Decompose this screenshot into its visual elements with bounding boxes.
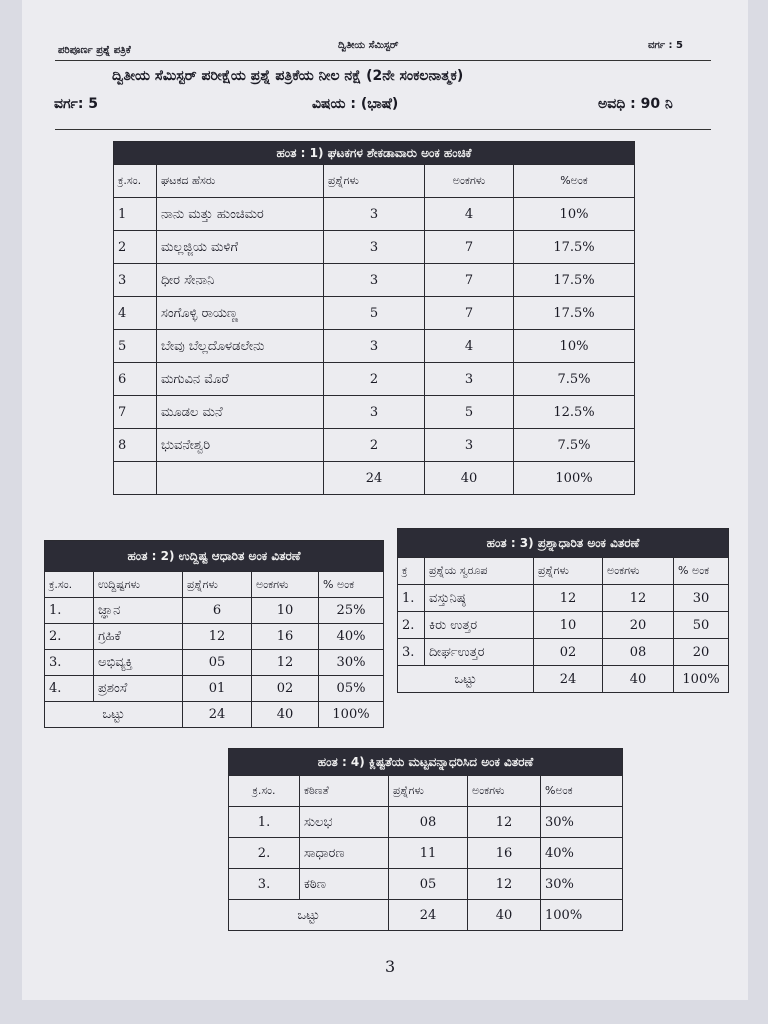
total-marks: 40 bbox=[603, 666, 674, 693]
table-cell: 10% bbox=[514, 198, 635, 231]
table-cell: 25% bbox=[319, 598, 384, 624]
table-cell: 30% bbox=[541, 869, 623, 900]
table-cell: 7 bbox=[425, 231, 514, 264]
total-questions: 24 bbox=[534, 666, 603, 693]
unit-marks-table bbox=[113, 141, 635, 495]
duration-label: ಅವಧಿ : 90 ನಿ bbox=[598, 96, 673, 112]
difficulty-marks-table bbox=[228, 748, 623, 931]
table-cell: 05 bbox=[183, 650, 252, 676]
column-header: ಪ್ರಶ್ನೆಗಳು bbox=[534, 558, 603, 585]
table-cell: 10 bbox=[534, 612, 603, 639]
total-questions: 24 bbox=[183, 702, 252, 728]
table-cell: 12 bbox=[534, 585, 603, 612]
header-divider bbox=[55, 60, 711, 61]
table-cell: ಪ್ರಶಂಸೆ bbox=[94, 676, 183, 702]
column-header: ಅಂಕಗಳು bbox=[603, 558, 674, 585]
table-cell: 4. bbox=[45, 676, 94, 702]
table-cell: 20 bbox=[674, 639, 729, 666]
table-row bbox=[45, 650, 384, 676]
table-title: ಹಂತ : 4) ಕ್ಲಿಷ್ಟತೆಯ ಮಟ್ಟವನ್ನಾಧರಿಸಿದ ಅಂಕ ವಿತರಣೆ bbox=[229, 749, 623, 776]
table-cell: 7 bbox=[425, 297, 514, 330]
total-marks: 40 bbox=[252, 702, 319, 728]
table-cell: 16 bbox=[468, 838, 541, 869]
table-cell: 3 bbox=[425, 363, 514, 396]
table-cell: ಮೂಡಲ ಮನೆ bbox=[157, 396, 324, 429]
total-label: ಒಟ್ಟು bbox=[45, 702, 183, 728]
table-cell: 4 bbox=[425, 330, 514, 363]
table-cell: 40% bbox=[541, 838, 623, 869]
table-cell: ಧೀರ ಸೇನಾನಿ bbox=[157, 264, 324, 297]
total-label: ಒಟ್ಟು bbox=[229, 900, 389, 931]
table-cell: 2. bbox=[229, 838, 300, 869]
table-row bbox=[114, 297, 635, 330]
table-cell: 3. bbox=[398, 639, 425, 666]
table-cell: 2 bbox=[324, 363, 425, 396]
grade-label: ವರ್ಗ: 5 bbox=[54, 96, 99, 112]
total-percent: 100% bbox=[541, 900, 623, 931]
table-cell: 8 bbox=[114, 429, 157, 462]
table-cell: 4 bbox=[114, 297, 157, 330]
table-row bbox=[229, 807, 623, 838]
table-row bbox=[45, 676, 384, 702]
subject-label: ವಿಷಯ : (ಭಾಷೆ) bbox=[312, 96, 399, 112]
table-cell: 2 bbox=[324, 429, 425, 462]
info-divider bbox=[55, 129, 711, 130]
column-header: ಕಠಿಣತೆ bbox=[300, 776, 389, 807]
table-cell: ಭುವನೇಶ್ವರಿ bbox=[157, 429, 324, 462]
table-row bbox=[114, 330, 635, 363]
page-number: 3 bbox=[385, 957, 396, 976]
column-header: ಉದ್ದಿಷ್ಟಗಳು bbox=[94, 572, 183, 598]
table-cell: 1 bbox=[114, 198, 157, 231]
table-cell: 3 bbox=[324, 198, 425, 231]
table-row bbox=[398, 639, 729, 666]
table-cell: 08 bbox=[603, 639, 674, 666]
table-cell: ಅಭಿವ್ಯಕ್ತಿ bbox=[94, 650, 183, 676]
header-right-text: ವರ್ಗ : 5 bbox=[648, 40, 683, 51]
total-percent: 100% bbox=[514, 462, 635, 495]
column-header: ಕ್ರ.ಸಂ. bbox=[45, 572, 94, 598]
table-cell: 3 bbox=[324, 330, 425, 363]
table-cell: 12.5% bbox=[514, 396, 635, 429]
column-header: ಕ್ರ.ಸಂ. bbox=[229, 776, 300, 807]
total-percent: 100% bbox=[319, 702, 384, 728]
table-cell: 10 bbox=[252, 598, 319, 624]
total-questions: 24 bbox=[389, 900, 468, 931]
table-cell: 12 bbox=[468, 869, 541, 900]
column-header: % ಅಂಕ bbox=[319, 572, 384, 598]
table-cell: ಸಾಧಾರಣ bbox=[300, 838, 389, 869]
table-cell: 20 bbox=[603, 612, 674, 639]
table-cell: 5 bbox=[425, 396, 514, 429]
table-row bbox=[114, 198, 635, 231]
table-row bbox=[229, 838, 623, 869]
table-row bbox=[398, 612, 729, 639]
column-header: ಅಂಕಗಳು bbox=[425, 165, 514, 198]
column-header: ಪ್ರಶ್ನೆಗಳು bbox=[389, 776, 468, 807]
table-cell: 08 bbox=[389, 807, 468, 838]
column-header: ಕ್ರ bbox=[398, 558, 425, 585]
table-cell: ಕಿರು ಉತ್ತರ bbox=[425, 612, 534, 639]
table-cell: 17.5% bbox=[514, 264, 635, 297]
table-cell: 30% bbox=[541, 807, 623, 838]
table-cell: 7 bbox=[114, 396, 157, 429]
column-header: ಕ್ರ.ಸಂ. bbox=[114, 165, 157, 198]
total-row bbox=[45, 702, 384, 728]
table-cell: ಮಗುವಿನ ಮೊರೆ bbox=[157, 363, 324, 396]
table-cell: 5 bbox=[114, 330, 157, 363]
table-cell: ದೀರ್ಘಉತ್ತರ bbox=[425, 639, 534, 666]
table-cell: 2. bbox=[398, 612, 425, 639]
total-row bbox=[398, 666, 729, 693]
table-cell: 3. bbox=[45, 650, 94, 676]
table-cell: ಮಲ್ಲಜ್ಜಿಯ ಮಳಿಗೆ bbox=[157, 231, 324, 264]
table-cell: 3 bbox=[324, 231, 425, 264]
table-cell: 40% bbox=[319, 624, 384, 650]
table-cell: 7.5% bbox=[514, 429, 635, 462]
table-row bbox=[114, 363, 635, 396]
table-cell: 12 bbox=[603, 585, 674, 612]
table-row bbox=[114, 396, 635, 429]
table-cell: 05% bbox=[319, 676, 384, 702]
table-cell: 50 bbox=[674, 612, 729, 639]
table-cell: ಕಠಿಣ bbox=[300, 869, 389, 900]
table-row bbox=[114, 231, 635, 264]
table-title: ಹಂತ : 1) ಘಟಕಗಳ ಶೇಕಡಾವಾರು ಅಂಕ ಹಂಚಿಕೆ bbox=[114, 142, 635, 165]
column-header: % ಅಂಕ bbox=[674, 558, 729, 585]
table-cell: ಸಂಗೊಳ್ಳಿ ರಾಯಣ್ಣ bbox=[157, 297, 324, 330]
table-cell: ಸುಲಭ bbox=[300, 807, 389, 838]
table-cell: 6 bbox=[183, 598, 252, 624]
total-marks: 40 bbox=[425, 462, 514, 495]
table-cell: 01 bbox=[183, 676, 252, 702]
table-cell: 30% bbox=[319, 650, 384, 676]
table-cell: ನಾನು ಮತ್ತು ಹುಂಚಿಮರ bbox=[157, 198, 324, 231]
table-cell: 1. bbox=[45, 598, 94, 624]
table-cell: 7.5% bbox=[514, 363, 635, 396]
table-cell: ವಸ್ತುನಿಷ್ಠ bbox=[425, 585, 534, 612]
table-cell: 3 bbox=[324, 396, 425, 429]
table-cell: 12 bbox=[468, 807, 541, 838]
table-cell: 4 bbox=[425, 198, 514, 231]
column-header: ಅಂಕಗಳು bbox=[252, 572, 319, 598]
table-row bbox=[398, 585, 729, 612]
column-header: ಘಟಕದ ಹೆಸರು bbox=[157, 165, 324, 198]
table-row bbox=[114, 429, 635, 462]
table-cell: 12 bbox=[183, 624, 252, 650]
column-header: ಪ್ರಶ್ನೆಯ ಸ್ವರೂಪ bbox=[425, 558, 534, 585]
table-cell: 3 bbox=[114, 264, 157, 297]
table-cell: 05 bbox=[389, 869, 468, 900]
header-left-text: ಪರಿಪೂರ್ಣ ಪ್ರಶ್ನೆ ಪತ್ರಿಕೆ bbox=[58, 45, 131, 56]
table-title: ಹಂತ : 3) ಪ್ರಶ್ನಾಧಾರಿತ ಅಂಕ ವಿತರಣೆ bbox=[398, 529, 729, 558]
table-cell bbox=[114, 462, 157, 495]
question-type-marks-table bbox=[397, 528, 729, 693]
table-cell: 02 bbox=[534, 639, 603, 666]
document-title: ದ್ವಿತೀಯ ಸೆಮಿಸ್ಟರ್ ಪರೀಕ್ಷೆಯ ಪ್ರಶ್ನೆ ಪತ್ರಿಕೆಯ ನೀಲ ನಕ್ಷೆ (2ನೇ ಸಂಕಲನಾತ್ಮಕ) bbox=[112, 68, 464, 84]
table-row bbox=[229, 869, 623, 900]
table-row bbox=[45, 598, 384, 624]
table-cell: ಗ್ರಹಿಕೆ bbox=[94, 624, 183, 650]
table-cell: 5 bbox=[324, 297, 425, 330]
table-cell: 3 bbox=[324, 264, 425, 297]
table-cell: 02 bbox=[252, 676, 319, 702]
table-cell: 30 bbox=[674, 585, 729, 612]
table-cell: ಜ್ಞಾನ bbox=[94, 598, 183, 624]
table-cell: 1. bbox=[398, 585, 425, 612]
column-header: ಪ್ರಶ್ನೆಗಳು bbox=[183, 572, 252, 598]
table-cell: 7 bbox=[425, 264, 514, 297]
table-row bbox=[45, 624, 384, 650]
table-cell: 3. bbox=[229, 869, 300, 900]
column-header: ಅಂಕಗಳು bbox=[468, 776, 541, 807]
table-cell: 12 bbox=[252, 650, 319, 676]
objective-marks-table bbox=[44, 540, 384, 728]
table-cell: 17.5% bbox=[514, 297, 635, 330]
table-cell: 11 bbox=[389, 838, 468, 869]
table-cell: 10% bbox=[514, 330, 635, 363]
total-percent: 100% bbox=[674, 666, 729, 693]
total-marks: 40 bbox=[468, 900, 541, 931]
table-row bbox=[114, 264, 635, 297]
table-cell: 1. bbox=[229, 807, 300, 838]
column-header: %ಅಂಕ bbox=[514, 165, 635, 198]
table-cell: 2 bbox=[114, 231, 157, 264]
table-title: ಹಂತ : 2) ಉದ್ದಿಷ್ಟ ಆಧಾರಿತ ಅಂಕ ವಿತರಣೆ bbox=[45, 541, 384, 572]
column-header: ಪ್ರಶ್ನೆಗಳು bbox=[324, 165, 425, 198]
table-cell bbox=[157, 462, 324, 495]
table-cell: 3 bbox=[425, 429, 514, 462]
total-row bbox=[229, 900, 623, 931]
table-cell: ಬೇವು ಬೆಲ್ಲದೊಳಡಲೇನು bbox=[157, 330, 324, 363]
column-header: %ಅಂಕ bbox=[541, 776, 623, 807]
header-center-text: ದ್ವಿತೀಯ ಸೆಮಿಸ್ಟರ್ bbox=[338, 40, 399, 51]
total-questions: 24 bbox=[324, 462, 425, 495]
table-cell: 2. bbox=[45, 624, 94, 650]
table-cell: 6 bbox=[114, 363, 157, 396]
total-row bbox=[114, 462, 635, 495]
total-label: ಒಟ್ಟು bbox=[398, 666, 534, 693]
table-cell: 16 bbox=[252, 624, 319, 650]
table-cell: 17.5% bbox=[514, 231, 635, 264]
